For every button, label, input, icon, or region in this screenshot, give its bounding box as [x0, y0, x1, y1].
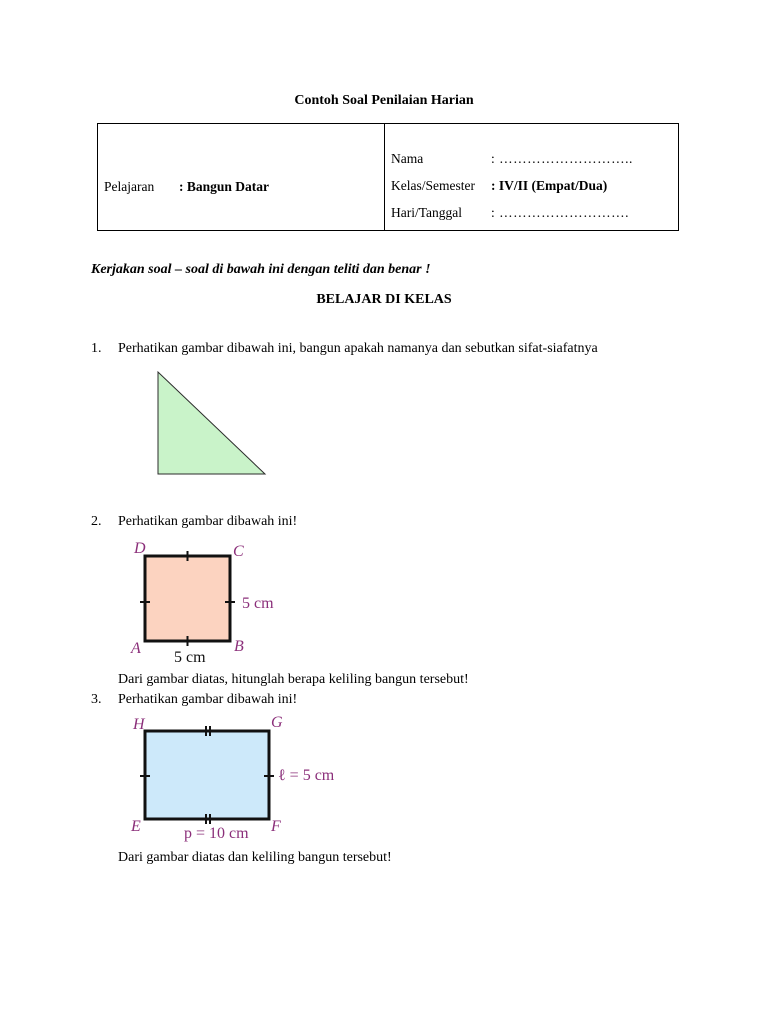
question-text: Perhatikan gambar dibawah ini!	[118, 514, 298, 529]
nama-label: Nama	[391, 151, 424, 166]
vertex-label-f: F	[271, 818, 281, 835]
pelajaran-value: : Bangun Datar	[179, 179, 270, 194]
rectangle-figure	[125, 712, 355, 844]
vertex-label-d: D	[134, 540, 146, 557]
question-number: 3.	[91, 692, 102, 707]
vertex-label-e: E	[131, 818, 141, 835]
rectangle-shape	[145, 731, 269, 819]
vertex-label-h: H	[133, 716, 145, 733]
kelas-value: : IV/II (Empat/Dua)	[491, 178, 608, 193]
hari-value: : ……………………….	[491, 205, 630, 220]
question-number: 1.	[91, 341, 102, 356]
nama-value: : ………………………..	[491, 151, 633, 166]
question-number: 2.	[91, 514, 102, 529]
kelas-label: Kelas/Semester	[391, 178, 475, 193]
length-label: p = 10 cm	[184, 825, 249, 842]
question-text: Perhatikan gambar dibawah ini, bangun apakah namanya dan sebutkan sifat-siafatnya	[118, 341, 598, 356]
pelajaran-label: Pelajaran	[104, 179, 155, 194]
right-triangle-shape	[158, 372, 265, 474]
square-figure	[125, 536, 315, 668]
question-text: Perhatikan gambar dibawah ini!	[118, 692, 298, 707]
side-length-label: 5 cm	[242, 595, 274, 612]
instruction-text: Kerjakan soal – soal di bawah ini dengan teliti dan benar !	[91, 262, 431, 277]
vertex-label-c: C	[233, 543, 244, 560]
question-followup: Dari gambar diatas dan keliling bangun tersebut!	[118, 850, 392, 865]
table-divider	[384, 124, 385, 230]
vertex-label-g: G	[271, 714, 283, 731]
width-label: ℓ = 5 cm	[278, 767, 335, 784]
hari-label: Hari/Tanggal	[391, 205, 463, 220]
page-title: Contoh Soal Penilaian Harian	[294, 93, 474, 108]
bottom-length-label: 5 cm	[174, 649, 206, 666]
vertex-label-b: B	[234, 638, 244, 655]
question-followup: Dari gambar diatas, hitunglah berapa keliling bangun tersebut!	[118, 672, 469, 687]
triangle-figure	[150, 368, 275, 480]
section-heading: BELAJAR DI KELAS	[316, 292, 452, 307]
vertex-label-a: A	[131, 640, 141, 657]
square-shape	[145, 556, 230, 641]
